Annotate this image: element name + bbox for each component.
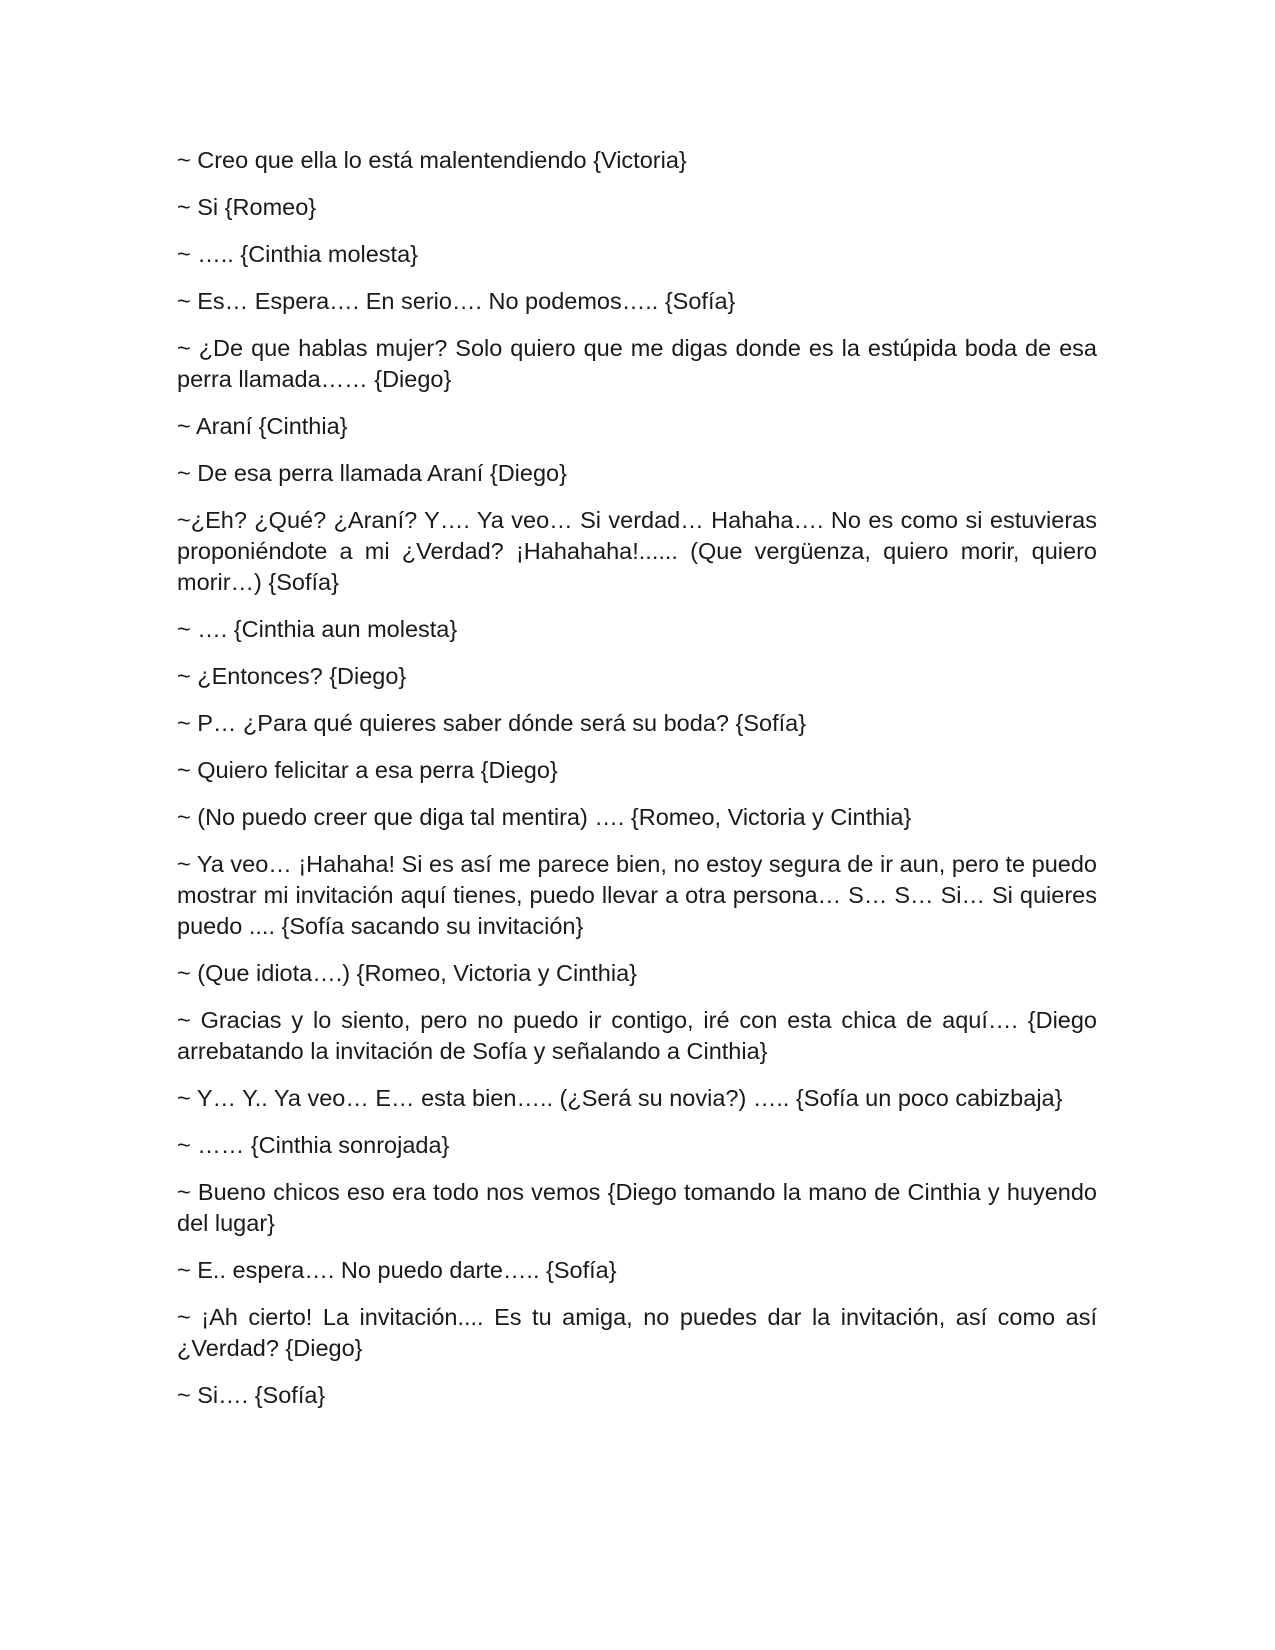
dialogue-line: ~ Araní {Cinthia} — [177, 413, 348, 439]
dialogue-line: ~ Es… Espera…. En serio…. No podemos….. {Sofía} — [177, 288, 736, 314]
dialogue-line: ~ Si…. {Sofía} — [177, 1382, 326, 1408]
dialogue-line: ~ …… {Cinthia sonrojada} — [177, 1132, 450, 1158]
dialogue-line: ~ Creo que ella lo está malentendiendo {Victoria} — [177, 147, 687, 173]
dialogue-line: ~ Ya veo… ¡Hahaha! Si es así me parece bien, no estoy segura de ir aun, pero te puedo mostrar mi invitación aquí tienes, puedo llevar a otra persona… S… S… Si… Si quieres puedo .... {Sofía sacando su invitación} — [177, 851, 1097, 939]
dialogue-line: ~ P… ¿Para qué quieres saber dónde será su boda? {Sofía} — [177, 710, 807, 736]
dialogue-line: ~ ¿Entonces? {Diego} — [177, 663, 407, 689]
dialogue-line: ~ ….. {Cinthia molesta} — [177, 241, 419, 267]
document-body — [177, 145, 1097, 1427]
dialogue-line: ~ ¡Ah cierto! La invitación.... Es tu amiga, no puedes dar la invitación, así como así ¿Verdad? {Diego} — [177, 1304, 1097, 1361]
dialogue-line: ~ De esa perra llamada Araní {Diego} — [177, 460, 567, 486]
dialogue-line: ~ Bueno chicos eso era todo nos vemos {Diego tomando la mano de Cinthia y huyendo del lugar} — [177, 1179, 1097, 1236]
dialogue-line: ~ ¿De que hablas mujer? Solo quiero que me digas donde es la estúpida boda de esa perra llamada…… {Diego} — [177, 335, 1097, 392]
dialogue-line: ~ E.. espera…. No puedo darte….. {Sofía} — [177, 1257, 617, 1283]
dialogue-line: ~¿Eh? ¿Qué? ¿Araní? Y…. Ya veo… Si verdad… Hahaha…. No es como si estuvieras proponiéndote a mi ¿Verdad? ¡Hahahaha!...... (Que vergüenza, quiero morir, quiero morir…) {Sofía} — [177, 507, 1097, 595]
dialogue-line: ~ (Que idiota….) {Romeo, Victoria y Cinthia} — [177, 960, 637, 986]
dialogue-line: ~ Gracias y lo siento, pero no puedo ir contigo, iré con esta chica de aquí…. {Diego arrebatando la invitación de Sofía y señalando a Cinthia} — [177, 1007, 1097, 1064]
dialogue-line: ~ Y… Y.. Ya veo… E… esta bien….. (¿Será su novia?) ….. {Sofía un poco cabizbaja} — [177, 1085, 1063, 1111]
dialogue-line: ~ (No puedo creer que diga tal mentira) …. {Romeo, Victoria y Cinthia} — [177, 804, 912, 830]
dialogue-line: ~ Quiero felicitar a esa perra {Diego} — [177, 757, 558, 783]
dialogue-line: ~ Si {Romeo} — [177, 194, 317, 220]
dialogue-line: ~ …. {Cinthia aun molesta} — [177, 616, 458, 642]
